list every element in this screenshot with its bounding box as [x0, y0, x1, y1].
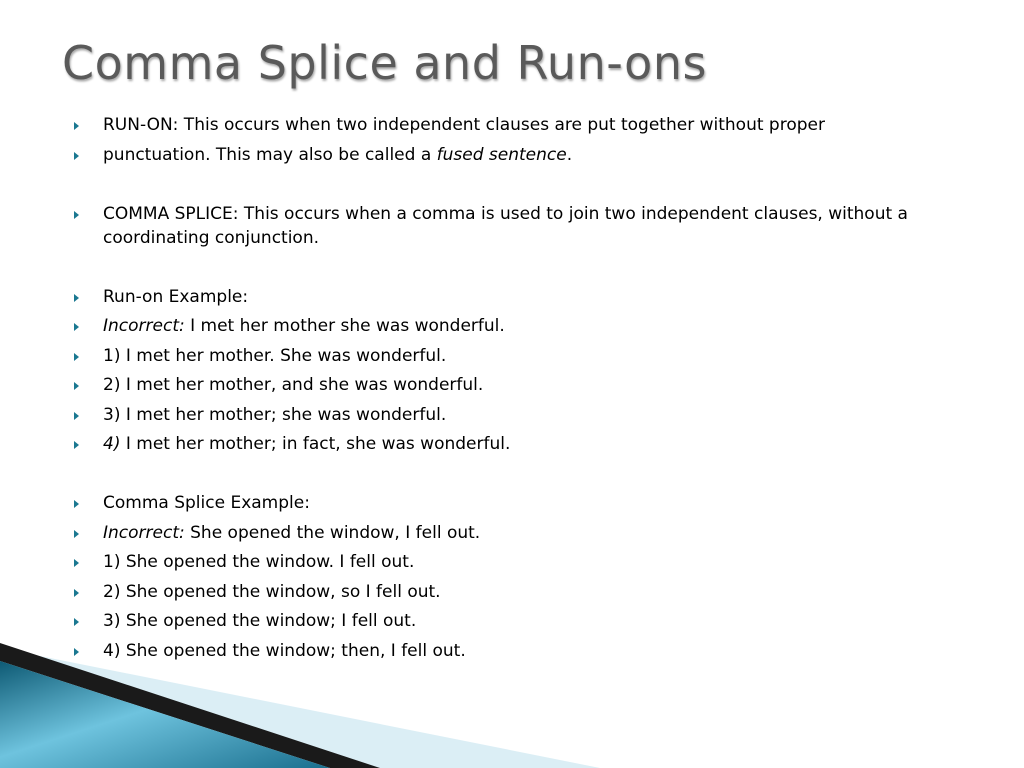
bullet-text: 3) I met her mother; she was wonderful. [103, 404, 447, 425]
bullet-arrow-icon [74, 412, 79, 420]
bullet-lead-italic: 4) [103, 434, 121, 454]
bullet-arrow-icon [74, 152, 79, 160]
bullet-comma-splice-fix-1 [74, 550, 974, 574]
slide-title: Comma Splice and Run-ons [62, 36, 707, 90]
bullet-lead: Run-on Example: [103, 286, 249, 307]
bullet-text: This occurs when two independent clauses are put together without proper [178, 115, 825, 135]
bullet-italic: fused sentence [436, 144, 567, 165]
bullet-comma-splice-fix-2 [74, 580, 974, 604]
bullet-arrow-icon [74, 323, 79, 331]
bullet-text: I met her mother; in fact, she was wonderful. [120, 434, 511, 454]
bullet-run-on-fix-3 [74, 403, 974, 427]
bullet-text: 1) She opened the window. I fell out. [103, 552, 415, 572]
bullet-text: This occurs when a comma is used to join two independent clauses, without a coordinating conjunction. [103, 203, 908, 248]
bullet-arrow-icon [74, 122, 79, 130]
bullet-lead-italic: Incorrect: [103, 316, 185, 336]
bullet-run-on-fix-2 [74, 373, 974, 397]
decorative-wave-graphic [0, 640, 1024, 768]
bullet-comma-splice-fix-3 [74, 609, 974, 633]
bullet-run-on-fix-4 [74, 432, 974, 456]
bullet-run-on-example-heading [74, 285, 974, 309]
bullet-text: 2) I met her mother, and she was wonderful. [103, 375, 484, 395]
bullet-text: 2) She opened the window, so I fell out. [103, 581, 441, 602]
bullet-lead: RUN-ON: [103, 115, 179, 135]
bullet-lead: COMMA SPLICE: [103, 203, 239, 224]
bullet-arrow-icon [74, 589, 79, 597]
bullet-lead: Comma Splice Example: [103, 493, 310, 513]
bullet-text: punctuation. This may also be called a [103, 144, 437, 165]
bullet-text: She opened the window, I fell out. [184, 522, 481, 543]
bullet-comma-splice-incorrect [74, 521, 974, 545]
bullet-text: 3) She opened the window; I fell out. [103, 611, 417, 631]
bullet-run-on-definition-cont [74, 143, 974, 167]
bullet-run-on-definition [74, 113, 974, 137]
bullet-run-on-incorrect [74, 314, 974, 338]
bullet-arrow-icon [74, 500, 79, 508]
bullet-arrow-icon [74, 211, 79, 219]
bullet-run-on-fix-1 [74, 344, 974, 368]
bullet-arrow-icon [74, 294, 79, 302]
bullet-text: I met her mother she was wonderful. [184, 316, 505, 336]
bullet-lead-italic: Incorrect: [103, 522, 185, 543]
bullet-arrow-icon [74, 559, 79, 567]
bullet-comma-splice-example-heading [74, 491, 974, 515]
bullet-text: 4) She opened the window; then, I fell out. [103, 640, 466, 661]
bullet-text-after: . [566, 144, 573, 165]
bullet-text: 1) I met her mother. She was wonderful. [103, 345, 447, 366]
bullet-list [74, 113, 974, 668]
bullet-arrow-icon [74, 530, 79, 538]
bullet-arrow-icon [74, 382, 79, 390]
bullet-arrow-icon [74, 353, 79, 361]
bullet-arrow-icon [74, 441, 79, 449]
bullet-arrow-icon [74, 618, 79, 626]
bullet-comma-splice-definition [74, 202, 974, 250]
